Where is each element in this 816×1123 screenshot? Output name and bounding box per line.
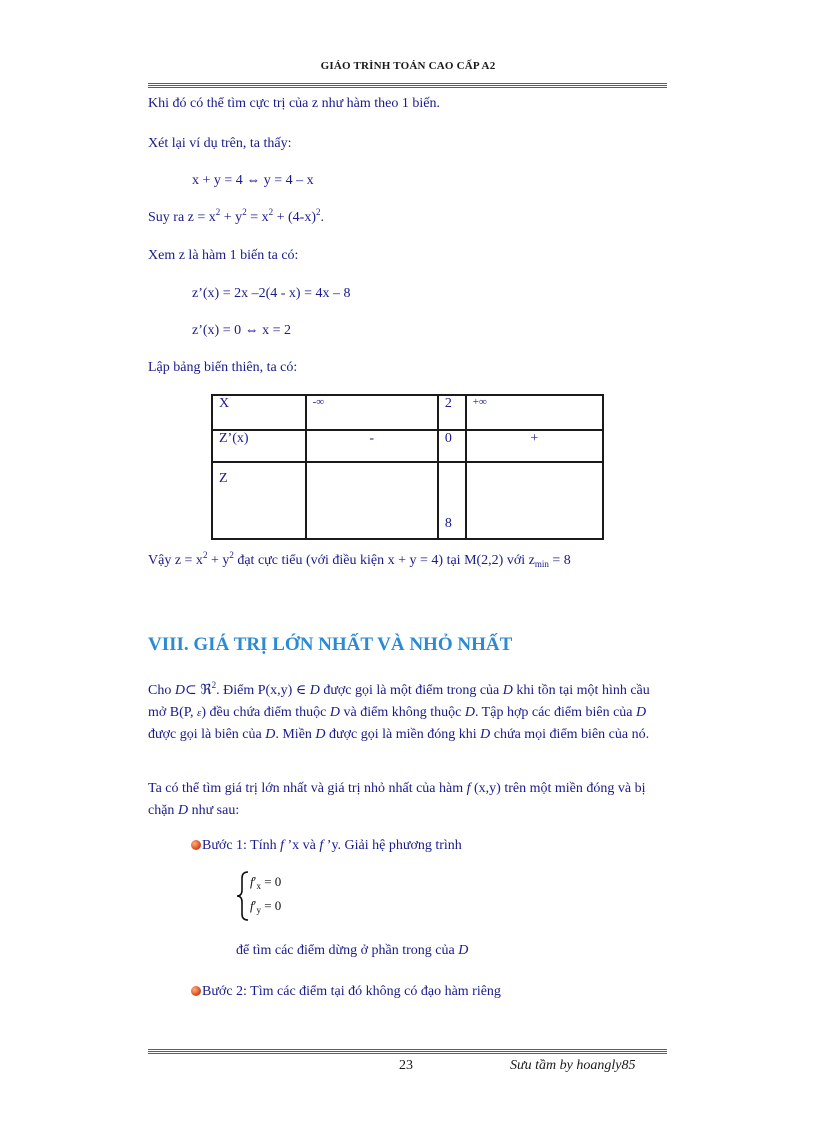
bullet-icon [191,986,201,996]
page-header-title: GIÁO TRÌNH TOÁN CAO CẤP A2 [320,60,496,72]
equation-critical-point: z’(x) = 0 ⇔ x = 2 [192,323,291,338]
table-cell: X [212,395,306,430]
text-line-1: Khi đó có thể tìm cực trị của z như hàm theo 1 biến. [148,96,440,111]
table-cell: +∞ [466,395,603,430]
table-cell [306,462,438,539]
table-cell [466,462,603,539]
equation-derivative: z’(x) = 2x –2(4 - x) = 4x – 8 [192,286,351,301]
conclusion-line: Vậy $z = x^2 + y^2$ đạt cực tiểu (với điều kiện x + y = 4) tại M(2,2) với $z_{min} = 8$ [148,550,571,569]
table-cell: + [466,430,603,462]
table-cell: -∞ [306,395,438,430]
paragraph-method: Ta có thể tìm giá trị lớn nhất và giá trị nhỏ nhất của hàm f (x,y) trên một miền đóng và bị chặn D như sau: [148,781,646,818]
brace-icon [236,870,250,922]
table-cell: 0 [438,430,466,462]
footer-credit: Sưu tầm by hoangly85 [510,1058,636,1073]
equation-system [236,870,290,922]
table-row [212,430,603,462]
table-cell: Z’(x) [212,430,306,462]
header-rule [148,83,667,89]
system-equation-2: $f'_y = 0$ [250,898,282,915]
system-equation-1: $f'_x = 0$ [250,874,282,891]
step-1-note: để tìm các điểm dừng ở phần trong của D [236,943,469,958]
paragraph-definition: Cho D⊂ ℜ$^2$. Điểm P(x,y) ∈ D được gọi là một điểm trong của D khi tồn tại một hình cầu mở B(P, ε) đều chứa điểm thuộc D và điểm không thuộc D. Tập hợp các điểm biên của D được gọi là biên của D. Miền D được gọi là miền đóng khi D chứa mọi điểm biên của nó. [148,680,650,742]
page-number: 23 [399,1058,413,1073]
bullet-icon [191,840,201,850]
table-cell: - [306,430,438,462]
step-2: Bước 2: Tìm các điểm tại đó không có đạo hàm riêng [191,984,501,1000]
equation-z-definition: Suy ra $z = x^2 + y^2 = x^2 + (4-x)^2$. [148,207,324,225]
variation-table [211,394,604,540]
table-row [212,395,603,430]
step-1: Bước 1: Tính f ’x và f ’y. Giải hệ phương trình [191,838,462,854]
footer-rule [148,1049,667,1055]
section-title: VIII. GIÁ TRỊ LỚN NHẤT VÀ NHỎ NHẤT [148,634,513,655]
table-cell: Z [212,462,306,539]
equation-x-plus-y: x + y = 4 ⇔ y = 4 – x [192,173,314,188]
table-cell: 8 [438,462,466,539]
text-line-8: Lập bảng biến thiên, ta có: [148,360,298,375]
text-line-5: Xem z là hàm 1 biến ta có: [148,248,299,263]
table-row [212,462,603,539]
table-cell: 2 [438,395,466,430]
text-line-2: Xét lại ví dụ trên, ta thấy: [148,136,292,151]
